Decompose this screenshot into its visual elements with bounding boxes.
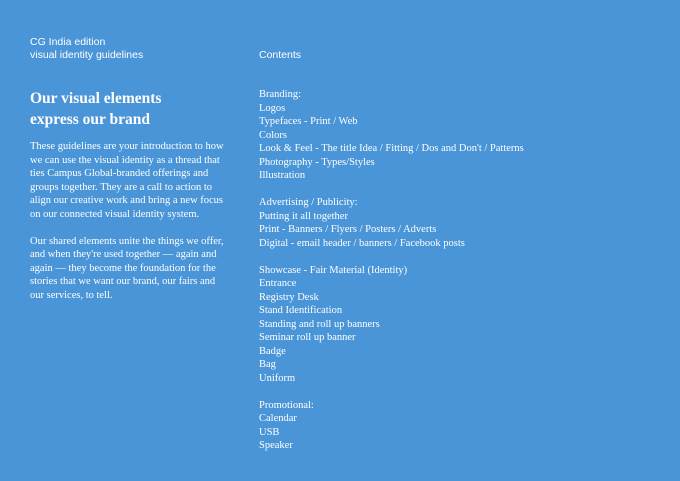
edition-title: CG India edition xyxy=(30,36,106,48)
toc-item[interactable]: USB xyxy=(259,426,280,438)
toc-item[interactable]: Photography - Types/Styles xyxy=(259,156,375,168)
toc-item[interactable]: Digital - email header / banners / Facebook posts xyxy=(259,237,465,249)
toc-item[interactable]: Bag xyxy=(259,359,276,370)
toc-item[interactable]: Print - Banners / Flyers / Posters / Adverts xyxy=(259,224,437,235)
intro-heading-line-2: express our brand xyxy=(30,111,151,128)
toc-item[interactable]: Seminar roll up banner xyxy=(259,332,356,343)
intro-text xyxy=(30,140,230,316)
toc-item[interactable]: Speaker xyxy=(259,440,293,451)
toc-section-title: Branding: xyxy=(259,89,301,100)
toc-section-promotional xyxy=(259,399,659,453)
toc-item[interactable]: Colors xyxy=(259,129,288,141)
intro-heading-line-1: Our visual elements xyxy=(30,90,162,107)
intro-paragraph-1: These guidelines are your introduction to how we can use the visual identity as a thread that ties Campus Global-branded offerings and groups together. They are a call to action to align our creative work and bring a new focus on our connected visual identity system. xyxy=(30,141,224,220)
toc-section-showcase xyxy=(259,264,659,386)
toc-item[interactable]: Look & Feel - The title Idea / Fitting / Dos and Don't / Patterns xyxy=(259,143,524,154)
toc-section-title: Promotional: xyxy=(259,399,314,411)
toc-item[interactable]: Calendar xyxy=(259,413,297,424)
toc-item[interactable]: Entrance xyxy=(259,278,297,289)
document-subtitle: visual identity guidelines xyxy=(30,49,144,61)
edition-header xyxy=(30,36,143,62)
toc-item[interactable]: Logos xyxy=(259,102,286,114)
toc-section-branding xyxy=(259,88,659,183)
contents-heading: Contents xyxy=(259,49,302,61)
toc-item[interactable]: Badge xyxy=(259,345,286,357)
toc-item[interactable]: Uniform xyxy=(259,372,296,384)
table-of-contents xyxy=(259,88,659,466)
toc-item[interactable]: Putting it all together xyxy=(259,210,348,222)
toc-item[interactable]: Typefaces - Print / Web xyxy=(259,116,358,127)
toc-item[interactable]: Standing and roll up banners xyxy=(259,318,380,330)
toc-section-title: Showcase - Fair Material (Identity) xyxy=(259,264,408,276)
toc-item[interactable]: Stand Identification xyxy=(259,305,343,316)
toc-section-title: Advertising / Publicity: xyxy=(259,197,358,208)
toc-section-advertising xyxy=(259,196,659,250)
intro-heading xyxy=(30,88,240,130)
toc-item[interactable]: Registry Desk xyxy=(259,291,319,303)
toc-item[interactable]: Illustration xyxy=(259,170,306,181)
intro-paragraph-2: Our shared elements unite the things we offer, and when they're used together — again and again — they become the foundation for the stories that we want our brand, our fairs and our services, to tell. xyxy=(30,235,224,301)
